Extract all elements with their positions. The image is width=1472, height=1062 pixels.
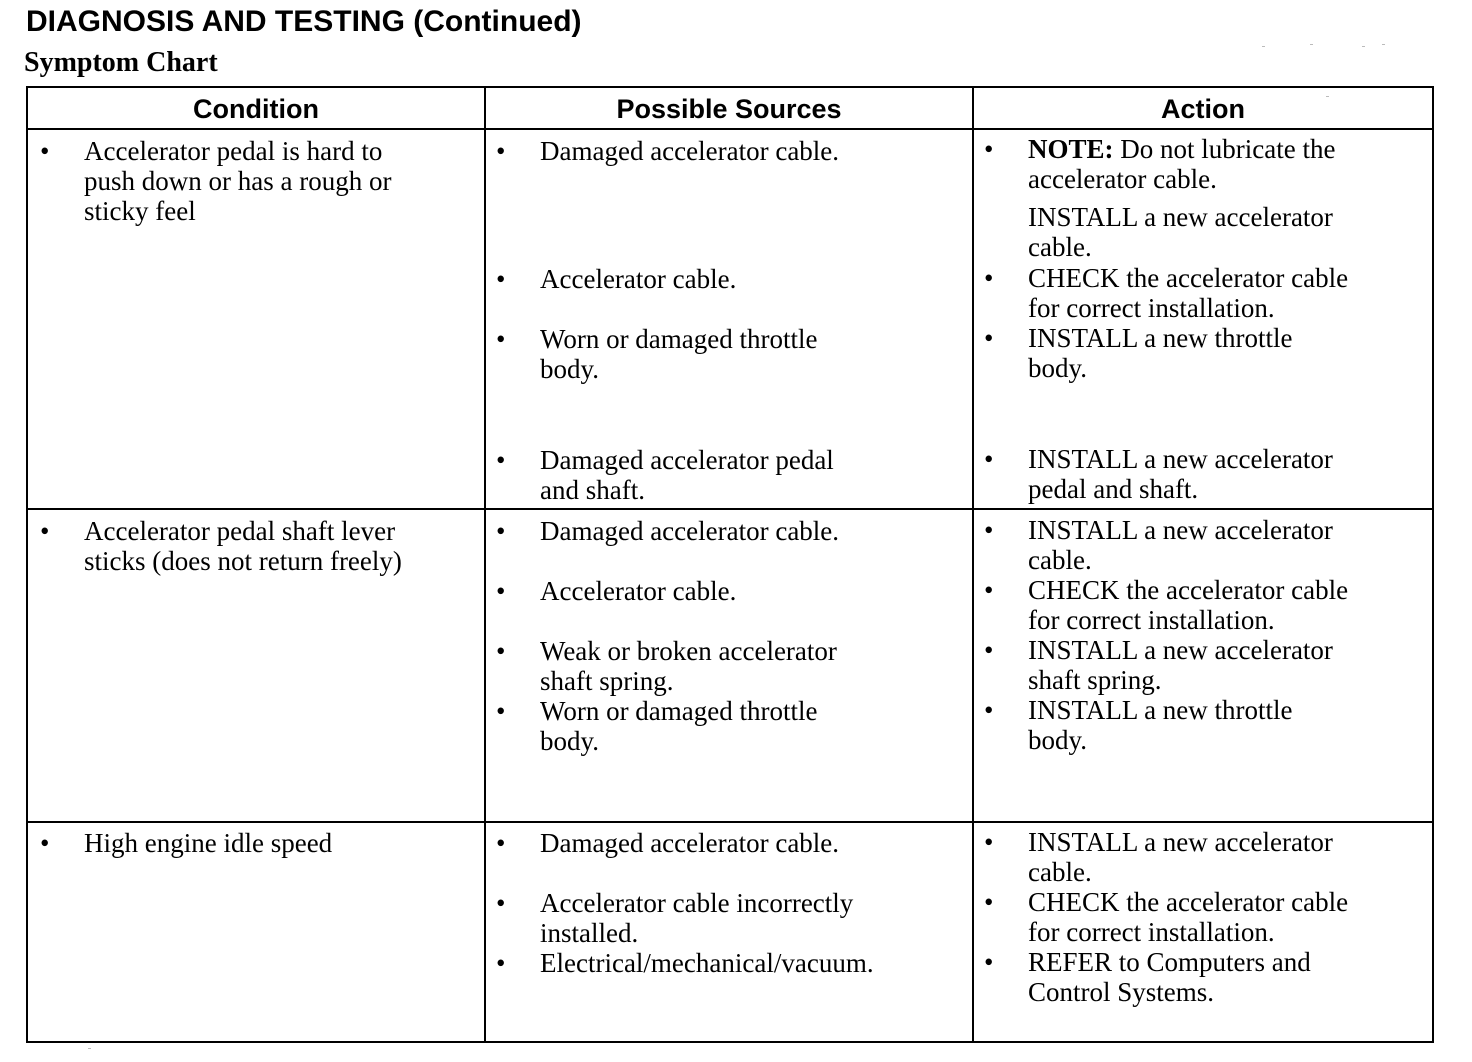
action-item	[984, 575, 1348, 635]
action-text: INSTALL a new accelerator pedal and shaft.	[1028, 444, 1333, 504]
bullet: •	[496, 828, 506, 858]
condition-item	[40, 516, 402, 576]
source-item	[496, 445, 834, 505]
bullet: •	[496, 445, 506, 475]
bullet: •	[984, 887, 994, 917]
note-text	[1028, 134, 1335, 164]
bullet: •	[984, 947, 994, 977]
note-item	[984, 134, 1335, 194]
action-text: INSTALL a new throttle body.	[1028, 695, 1293, 755]
bullet: •	[984, 134, 994, 164]
bullet: •	[984, 695, 994, 725]
bullet: •	[984, 323, 994, 353]
action-text: REFER to Computers and Control Systems.	[1028, 947, 1311, 1007]
action-text: INSTALL a new accelerator shaft spring.	[1028, 635, 1333, 695]
scan-speck	[1326, 96, 1329, 97]
scan-speck	[88, 1048, 91, 1049]
source-item	[496, 696, 818, 756]
source-text: Accelerator cable.	[540, 264, 737, 294]
column-divider	[972, 88, 974, 1041]
source-item	[496, 324, 818, 384]
condition-text: High engine idle speed	[84, 828, 333, 858]
action-item	[984, 444, 1333, 504]
source-text: Accelerator cable incorrectly installed.	[540, 888, 854, 948]
action-item	[984, 827, 1333, 887]
action-text: CHECK the accelerator cable for correct installation.	[1028, 887, 1349, 947]
source-text: Damaged accelerator cable.	[540, 516, 840, 546]
action-item	[984, 695, 1293, 755]
action-item	[984, 515, 1333, 575]
source-item	[496, 888, 853, 948]
source-item	[496, 136, 839, 166]
source-item	[496, 516, 839, 546]
column-header-possible-sources: Possible Sources	[616, 94, 842, 124]
bullet: •	[984, 444, 994, 474]
action-text: INSTALL a new accelerator cable.	[1028, 202, 1333, 262]
bullet: •	[984, 575, 994, 605]
bullet: •	[496, 324, 506, 354]
bullet: •	[40, 136, 50, 166]
action-item	[984, 947, 1311, 1007]
bullet: •	[40, 516, 50, 546]
source-item	[496, 636, 837, 696]
bullet: •	[496, 136, 506, 166]
action-item	[984, 635, 1333, 695]
page-title: DIAGNOSIS AND TESTING (Continued)	[26, 5, 582, 38]
action-text: INSTALL a new accelerator cable.	[1028, 827, 1333, 887]
action-text: CHECK the accelerator cable for correct installation.	[1028, 575, 1349, 635]
bullet: •	[984, 827, 994, 857]
source-text: Worn or damaged throttle body.	[540, 696, 818, 756]
scan-speck	[1310, 44, 1313, 45]
source-text: Worn or damaged throttle body.	[540, 324, 818, 384]
bullet: •	[984, 263, 994, 293]
symptom-chart-table	[26, 86, 1434, 1043]
action-text: CHECK the accelerator cable for correct installation.	[1028, 263, 1349, 323]
condition-item	[40, 828, 332, 858]
bullet: •	[496, 264, 506, 294]
bullet: •	[984, 635, 994, 665]
condition-text: Accelerator pedal shaft lever sticks (does not return freely)	[84, 516, 402, 576]
bullet: •	[496, 888, 506, 918]
condition-text: Accelerator pedal is hard to push down or has a rough or sticky feel	[84, 136, 392, 226]
bullet: •	[984, 515, 994, 545]
source-text: Damaged accelerator cable.	[540, 136, 840, 166]
scan-speck	[1262, 46, 1265, 47]
bullet: •	[496, 516, 506, 546]
source-item	[496, 948, 874, 978]
column-divider	[484, 88, 486, 1041]
scan-speck	[1362, 46, 1365, 47]
bullet: •	[496, 696, 506, 726]
source-text: Damaged accelerator cable.	[540, 828, 840, 858]
condition-item	[40, 136, 391, 226]
source-text: Electrical/mechanical/vacuum.	[540, 948, 874, 978]
table-header-row	[28, 88, 1432, 130]
action-item	[984, 323, 1293, 383]
row-divider	[28, 508, 1432, 510]
bullet: •	[496, 576, 506, 606]
note-label: NOTE:	[1028, 134, 1114, 164]
action-text: INSTALL a new accelerator cable.	[1028, 515, 1333, 575]
bullet: •	[40, 828, 50, 858]
source-text: Accelerator cable.	[540, 576, 737, 606]
action-text-plain	[1028, 202, 1333, 262]
page-subtitle: Symptom Chart	[24, 47, 218, 78]
action-item	[984, 887, 1348, 947]
action-item	[984, 263, 1348, 323]
bullet: •	[496, 948, 506, 978]
column-header-action: Action	[1161, 94, 1245, 124]
column-header-condition: Condition	[193, 94, 319, 124]
source-item	[496, 264, 736, 294]
action-text: INSTALL a new throttle body.	[1028, 323, 1293, 383]
note-body: Do not lubricate the	[1113, 134, 1336, 164]
source-item	[496, 576, 736, 606]
source-text: Damaged accelerator pedal and shaft.	[540, 445, 834, 505]
row-divider	[28, 821, 1432, 823]
note-body-continued: accelerator cable.	[1028, 164, 1217, 194]
source-item	[496, 828, 839, 858]
source-text: Weak or broken accelerator shaft spring.	[540, 636, 837, 696]
scan-speck	[1382, 44, 1385, 45]
bullet: •	[496, 636, 506, 666]
